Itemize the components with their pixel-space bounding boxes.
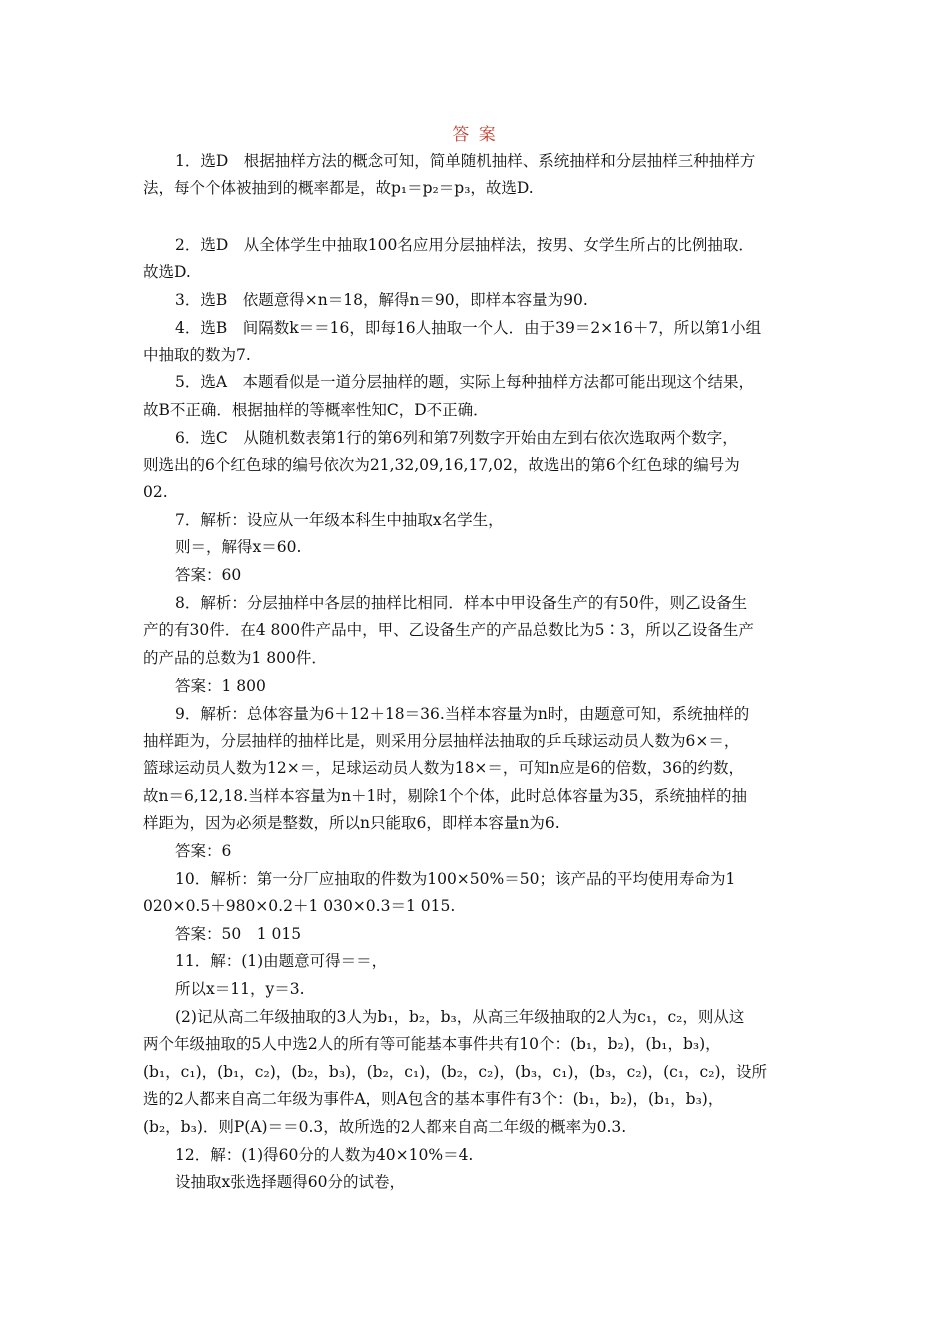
text-line: 故选D. — [143, 263, 191, 281]
text-line: 所以x＝11，y＝3. — [175, 980, 305, 998]
text-line: 3．选B 依题意得×n＝18，解得n＝90，即样本容量为90. — [175, 291, 588, 309]
text-line: 答案：50 1 015 — [175, 925, 302, 943]
text-line: 8．解析：分层抽样中各层的抽样比相同．样本中甲设备生产的有50件，则乙设备生 — [175, 594, 748, 612]
text-line: 抽样距为，分层抽样的抽样比是，则采用分层抽样法抽取的乒乓球运动员人数为6×＝， — [143, 732, 740, 750]
text-line: 两个年级抽取的5人中选2人的所有等可能基本事件共有10个：(b₁，b₂)，(b₁，b₃)， — [143, 1035, 721, 1053]
text-line: 4．选B 间隔数k＝＝16，即每16人抽取一个人．由于39＝2×16＋7，所以第1小组 — [175, 319, 762, 337]
text-line: 1．选D 根据抽样方法的概念可知，简单随机抽样、系统抽样和分层抽样三种抽样方 — [175, 152, 756, 170]
text-line: 答案：1 800 — [175, 677, 266, 695]
text-line: 设抽取x张选择题得60分的试卷， — [175, 1173, 405, 1191]
text-line: 样距为，因为必须是整数，所以n只能取6，即样本容量n为6. — [143, 814, 560, 832]
text-line: 11．解：(1)由题意可得＝＝， — [175, 952, 388, 970]
text-line: (b₁，c₁)，(b₁，c₂)，(b₂，b₃)，(b₂，c₁)，(b₂，c₂)，(b₃，c₁)，(b₃，c₂)，(c₁，c₂)，设所 — [143, 1063, 767, 1081]
text-line: 02. — [143, 483, 168, 501]
text-line: (2)记从高二年级抽取的3人为b₁，b₂，b₃，从高三年级抽取的2人为c₁，c₂，则从这 — [175, 1008, 745, 1026]
text-line: 2．选D 从全体学生中抽取100名应用分层抽样法，按男、女学生所占的比例抽取． — [175, 236, 754, 254]
text-line: 10．解析：第一分厂应抽取的件数为100×50%＝50；该产品的平均使用寿命为1 — [175, 870, 736, 888]
text-line: 7．解析：设应从一年级本科生中抽取x名学生， — [175, 511, 504, 529]
text-line: (b₂，b₃)．则P(A)＝＝0.3，故所选的2人都来自高二年级的概率为0.3. — [143, 1118, 627, 1136]
text-line: 篮球运动员人数为12×＝，足球运动员人数为18×＝，可知n应是6的倍数，36的约数， — [143, 759, 744, 777]
text-line: 的产品的总数为1 800件． — [143, 649, 327, 667]
text-line: 020×0.5＋980×0.2＋1 030×0.3＝1 015. — [143, 897, 456, 915]
text-line: 中抽取的数为7. — [143, 346, 251, 364]
text-line: 5．选A 本题看似是一道分层抽样的题，实际上每种抽样方法都可能出现这个结果， — [175, 373, 755, 391]
text-line: 答案：6 — [175, 842, 232, 860]
text-line: 9．解析：总体容量为6＋12＋18＝36.当样本容量为n时，由题意可知，系统抽样的 — [175, 705, 750, 723]
page-title: 答 案 — [452, 125, 498, 145]
text-line: 法，每个个体被抽到的概率都是，故p₁＝p₂＝p₃，故选D. — [143, 179, 534, 197]
text-line: 则＝，解得x＝60. — [175, 538, 302, 556]
text-line: 6．选C 从随机数表第1行的第6列和第7列数字开始由左到右依次选取两个数字， — [175, 429, 738, 447]
text-line: 则选出的6个红色球的编号依次为21,32,09,16,17,02，故选出的第6个红色球的编号为 — [143, 456, 740, 474]
text-line: 故B不正确．根据抽样的等概率性知C，D不正确． — [143, 401, 489, 419]
text-line: 产的有30件．在4 800件产品中，甲、乙设备生产的产品总数比为5∶3，所以乙设备生产 — [143, 621, 754, 639]
text-line: 答案：60 — [175, 566, 242, 584]
text-line: 12．解：(1)得60分的人数为40×10%＝4. — [175, 1146, 474, 1164]
text-line: 选的2人都来自高二年级为事件A，则A包含的基本事件有3个：(b₁，b₂)，(b₁，b₃)， — [143, 1090, 724, 1108]
text-line: 故n＝6,12,18.当样本容量为n＋1时，剔除1个个体，此时总体容量为35，系统抽样的抽 — [143, 787, 748, 805]
